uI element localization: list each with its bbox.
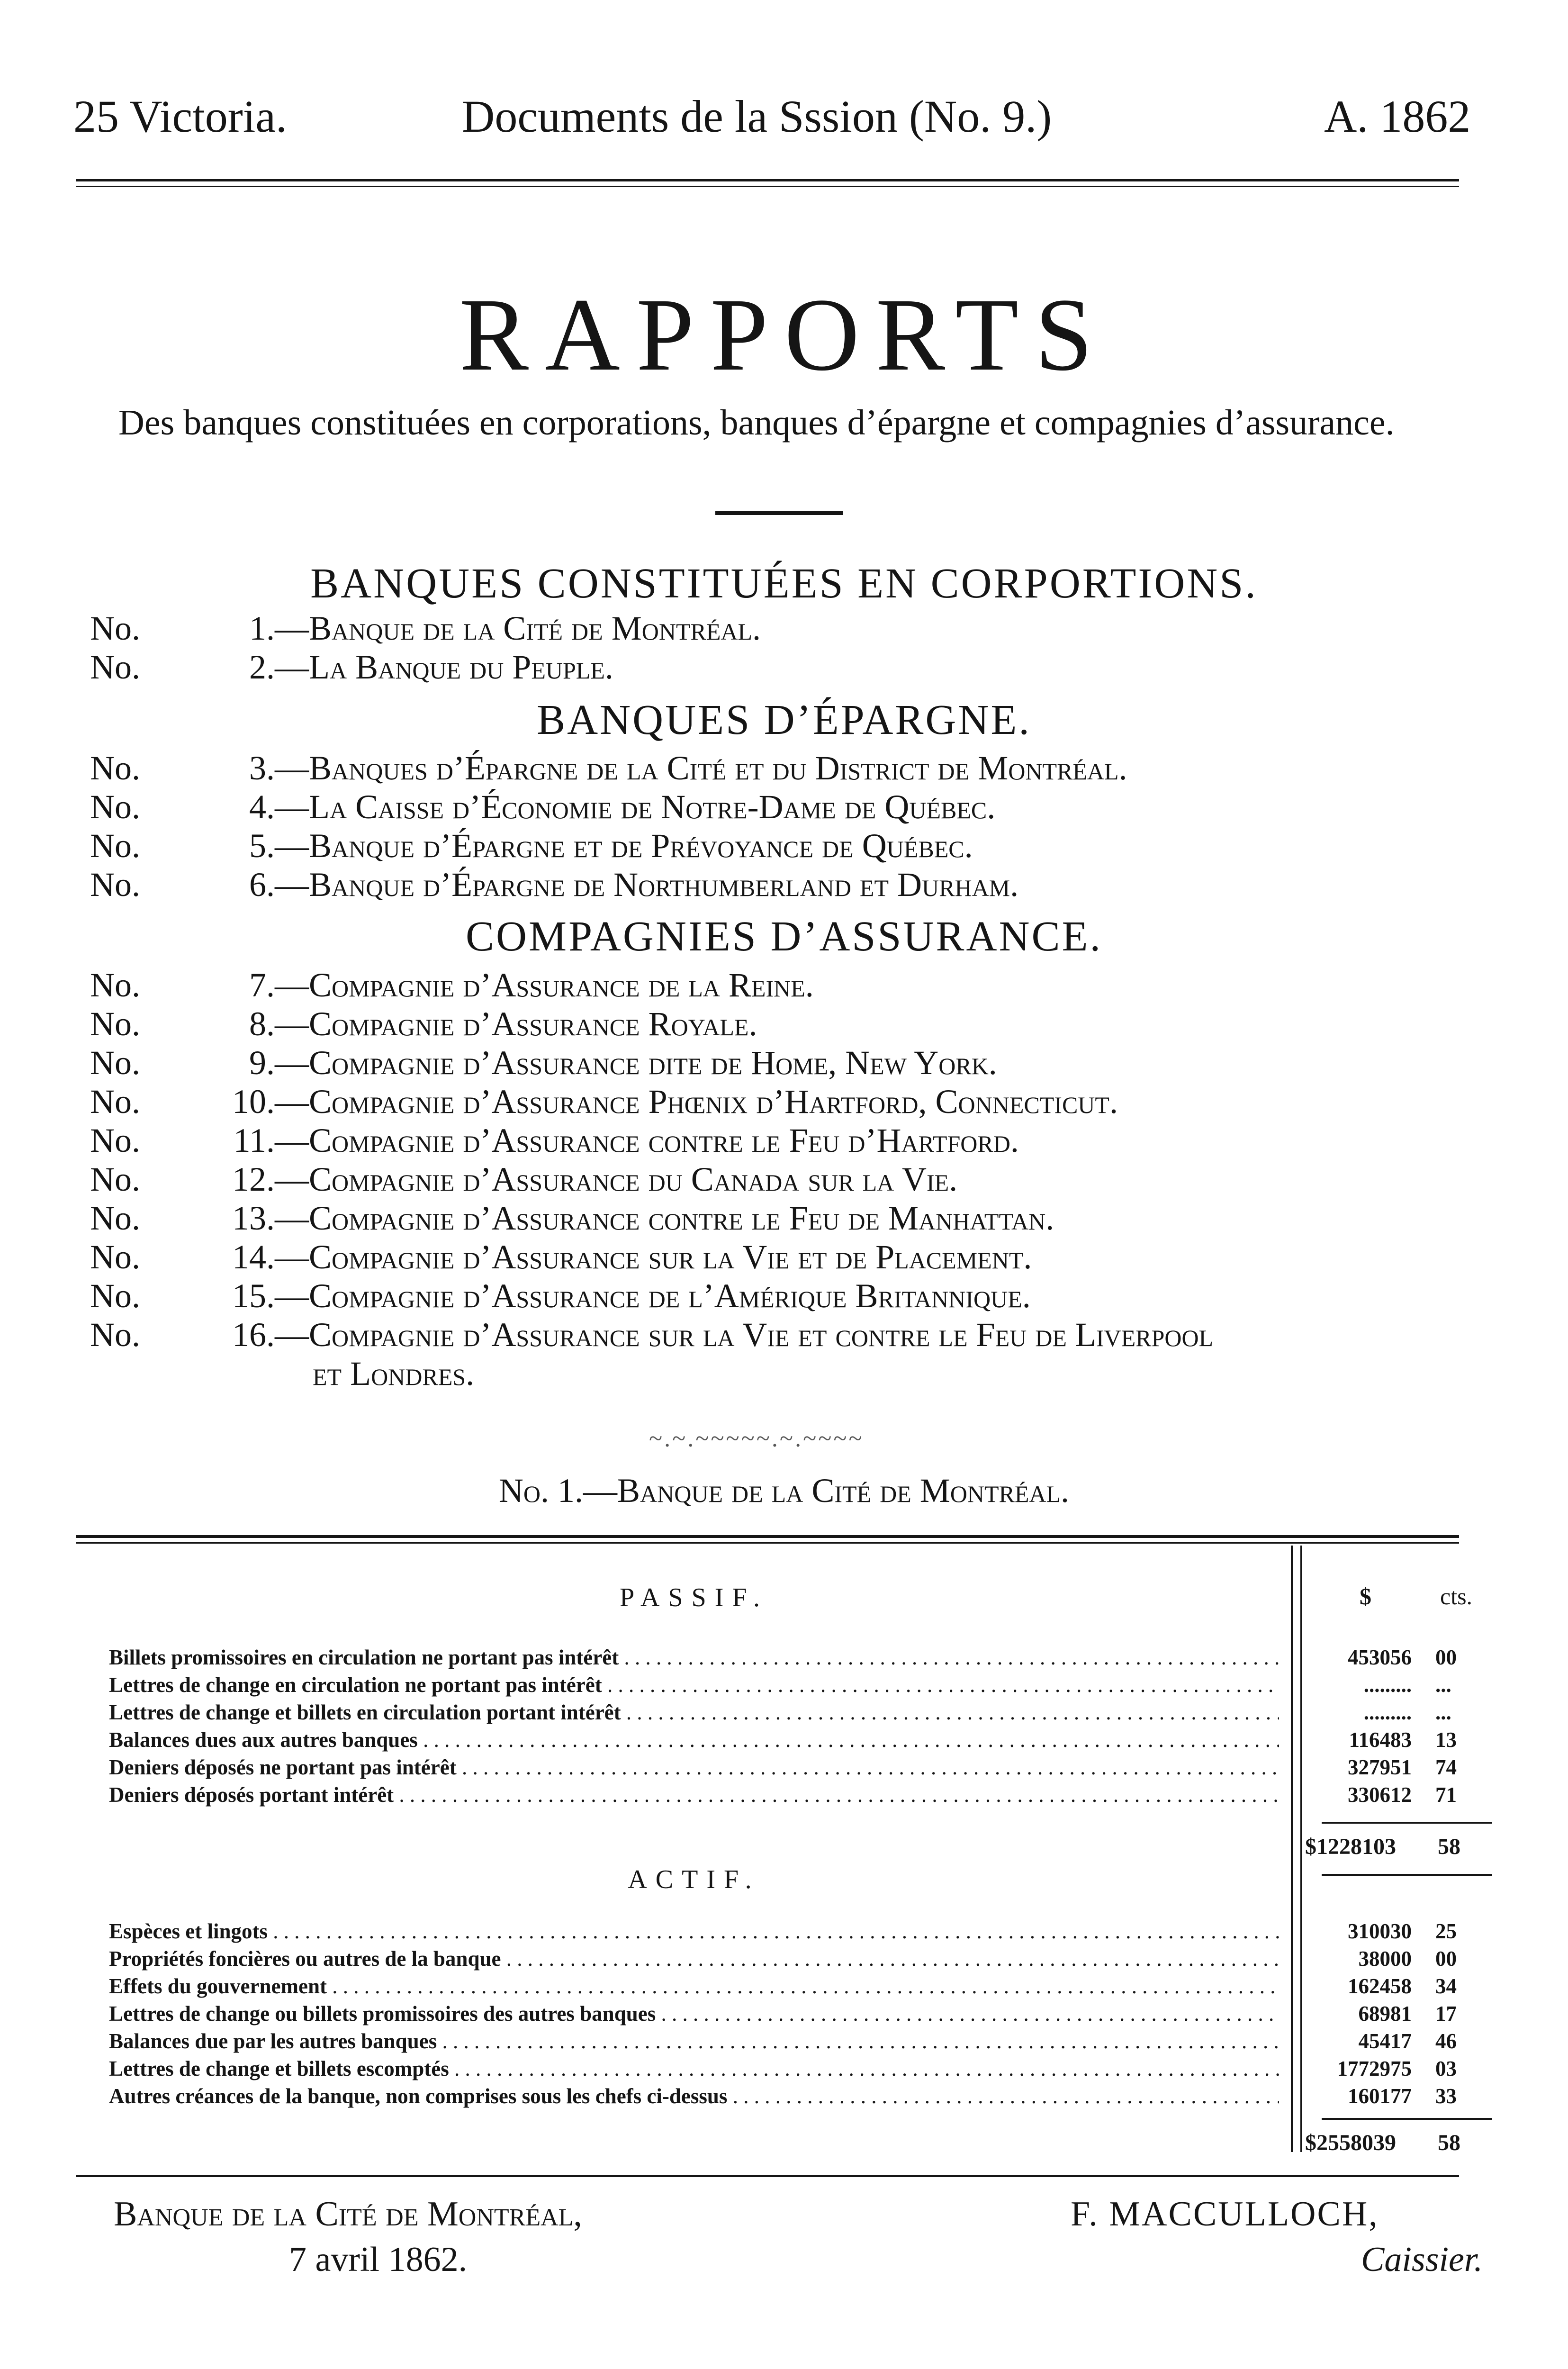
list-item: No. 4.—La Caisse d’Économie de Notre-Dame de Québec. [90, 788, 996, 826]
list-item: No. 6.—Banque d’Épargne de Northumberland et Durham. [90, 866, 1019, 904]
table-rule-top [76, 1535, 1459, 1538]
table-row: Lettres de change en circulation ne portant pas intérêt . . . ......... ... [109, 1673, 1492, 1700]
table-rule-bottom [76, 2175, 1459, 2177]
passif-heading: PASSIF. [619, 1583, 769, 1612]
list-item: No. 1.—Banque de la Cité de Montréal. [90, 609, 761, 647]
running-head-center: Documents de la Sssion (No. 9.) [462, 91, 1052, 142]
running-head-right: A. 1862 [1324, 91, 1471, 142]
signature-place-date [114, 2191, 582, 2282]
list-item: No. 9.—Compagnie d’Assurance dite de Home, New York. [90, 1044, 997, 1082]
cents-column-header: cts. [1440, 1583, 1473, 1609]
table-row: Lettres de change et billets en circulation portant intérêt . . . ......... ... [109, 1700, 1492, 1727]
signature-date: 7 avril 1862. [289, 2240, 468, 2279]
actif-total: $2558039 [1305, 2130, 1396, 2155]
dollar-column-header: $ [1360, 1583, 1371, 1609]
list-item: No. 16.—Compagnie d’Assurance sur la Vie et contre le Feu de Liverpool [90, 1316, 1214, 1354]
section-heading-banques-epargne: BANQUES D’ÉPARGNE. [537, 696, 1031, 743]
passif-total: $1228103 [1305, 1834, 1396, 1859]
table-row: Propriétés foncières ou autres de la banque . . . 38000 00 [109, 1946, 1492, 1973]
section-heading-compagnies-assurance: COMPAGNIES D’ASSURANCE. [466, 913, 1102, 960]
table-row: Effets du gouvernement . . . 162458 34 [109, 1974, 1492, 2001]
list-item: No. 14.—Compagnie d’Assurance sur la Vie et de Placement. [90, 1238, 1032, 1276]
table-rule-top-thin [76, 1542, 1459, 1544]
header-rule-bottom [76, 186, 1459, 187]
list-item: No. 5.—Banque d’Épargne et de Prévoyance de Québec. [90, 827, 973, 865]
table-row: Balances dues aux autres banques . . . 116483 13 [109, 1727, 1492, 1754]
list-item: No. 8.—Compagnie d’Assurance Royale. [90, 1005, 757, 1043]
ornament-divider: ~.~.~~~~~.~.~~~~ [649, 1425, 864, 1452]
list-item: No. 2.—La Banque du Peuple. [90, 648, 613, 686]
statement-title: No. 1.—Banque de la Cité de Montréal. [498, 1472, 1070, 1510]
actif-total-cents: 58 [1438, 2130, 1460, 2155]
signatory-role: Caissier. [1361, 2240, 1483, 2279]
section-heading-banques-constituees: BANQUES CONSTITUÉES EN CORPORTIONS. [310, 560, 1258, 607]
table-row: Deniers déposés ne portant pas intérêt . . . 327951 74 [109, 1755, 1492, 1782]
table-row: Deniers déposés portant intérêt . . . 330612 71 [109, 1782, 1492, 1809]
list-item: No. 15.—Compagnie d’Assurance de l’Amérique Britannique. [90, 1277, 1031, 1315]
list-item: No. 12.—Compagnie d’Assurance du Canada sur la Vie. [90, 1160, 958, 1198]
list-item-continuation: et Londres. [313, 1355, 475, 1392]
list-item: No. 11.—Compagnie d’Assurance contre le Feu d’Hartford. [90, 1121, 1019, 1159]
signatory-name: F. MACCULLOCH, [1071, 2195, 1379, 2233]
passif-total-rule-bottom [1322, 1874, 1492, 1876]
table-row: Billets promissoires en circulation ne portant pas intérêt . . . 453056 00 [109, 1645, 1492, 1672]
table-row: Espèces et lingots . . . 310030 25 [109, 1919, 1492, 1946]
table-row: Autres créances de la banque, non comprises sous les chefs ci-dessus . . . 160177 33 [109, 2084, 1492, 2111]
page-subtitle: Des banques constituées en corporations, banques d’épargne et compagnies d’assurance. [118, 403, 1395, 443]
header-rule-top [76, 179, 1459, 181]
list-item: No. 13.—Compagnie d’Assurance contre le Feu de Manhattan. [90, 1199, 1054, 1237]
list-item: No. 3.—Banques d’Épargne de la Cité et du District de Montréal. [90, 749, 1127, 787]
signature-signatory [1071, 2191, 1483, 2282]
table-row: Balances due par les autres banques . . . 45417 46 [109, 2029, 1492, 2056]
passif-total-rule [1322, 1822, 1492, 1824]
page-title: RAPPORTS [459, 277, 1109, 392]
signature-place: Banque de la Cité de Montréal, [114, 2195, 582, 2233]
running-head-left: 25 Victoria. [73, 91, 288, 142]
title-divider [715, 511, 843, 515]
actif-heading: ACTIF. [628, 1865, 760, 1894]
passif-total-cents: 58 [1438, 1834, 1460, 1859]
list-item: No. 10.—Compagnie d’Assurance Phœnix d’Hartford, Connecticut. [90, 1083, 1118, 1121]
list-item: No. 7.—Compagnie d’Assurance de la Reine. [90, 966, 814, 1004]
table-row: Lettres de change ou billets promissoires des autres banques . . . 68981 17 [109, 2001, 1492, 2028]
table-row: Lettres de change et billets escomptés . . . 1772975 03 [109, 2056, 1492, 2083]
actif-total-rule [1322, 2118, 1492, 2120]
